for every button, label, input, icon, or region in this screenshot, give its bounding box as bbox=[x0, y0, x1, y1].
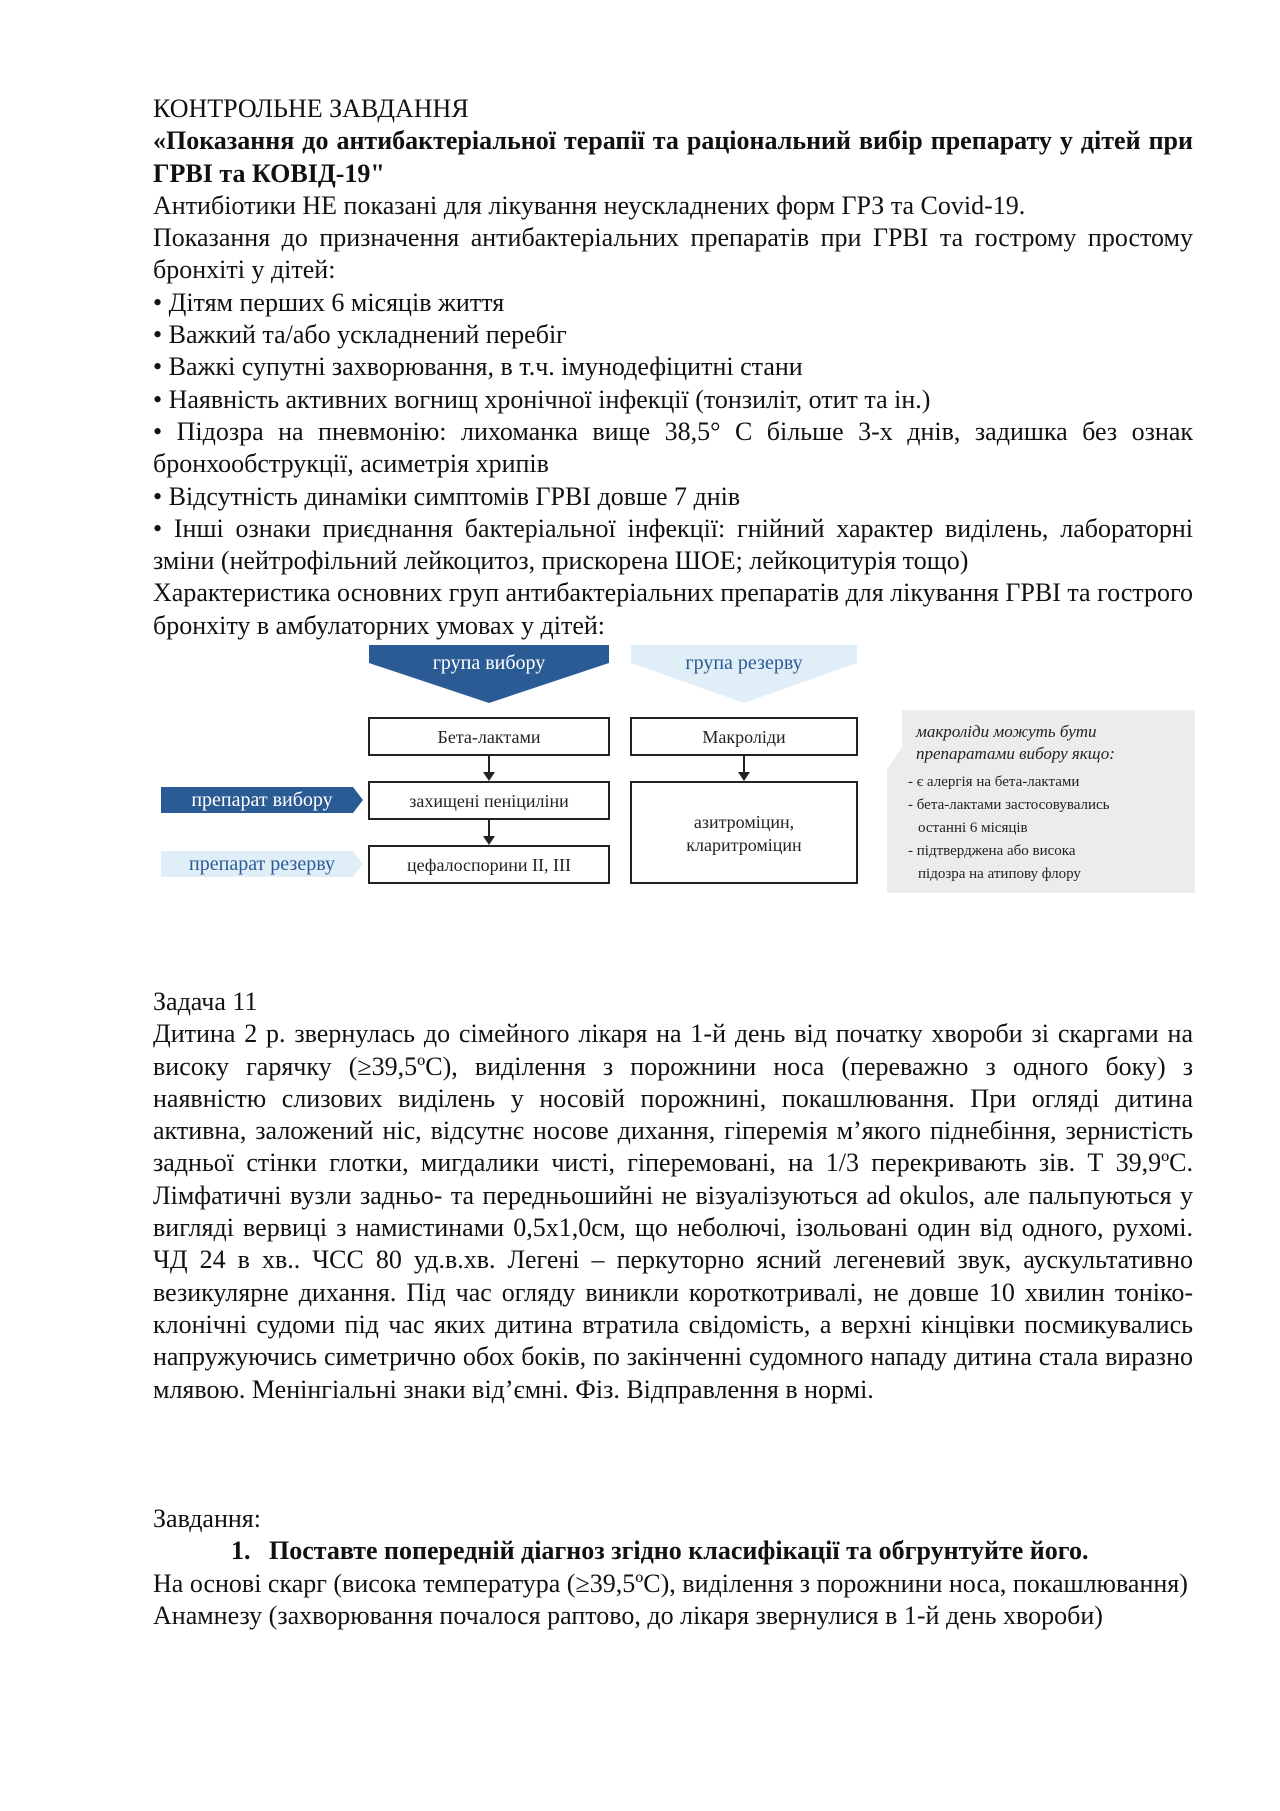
note-item-cont: підозра на атипову флору bbox=[918, 866, 1081, 882]
protected-penicillins-label: захищені пеніциліни bbox=[409, 791, 569, 811]
macrolide-drugs-line-1: азитроміцин, bbox=[693, 812, 795, 832]
drug-reserve-label: препарат резерву bbox=[189, 853, 335, 875]
macrolides-label: Макроліди bbox=[702, 727, 786, 747]
answer-paragraph: Анамнезу (захворювання почалося раптово, до лікаря звернулися в 1-й день хвороби) bbox=[153, 1600, 1103, 1630]
doc-title: КОНТРОЛЬНЕ ЗАВДАННЯ bbox=[153, 94, 469, 123]
answer-paragraph: На основі скарг (висока температура (≥39,5ºС), виділення з порожнини носа, покашлювання) bbox=[153, 1568, 1188, 1598]
bullet-item: • Наявність активних вогнищ хронічної інфекції (тонзиліт, отит та ін.) bbox=[153, 384, 931, 414]
group-choice-label: група вибору bbox=[432, 652, 546, 674]
task-section bbox=[153, 986, 1193, 1406]
bullet-item: • Відсутність динаміки симптомів ГРВІ довше 7 днів bbox=[153, 481, 741, 511]
assignment-item-number: 1. bbox=[231, 1536, 251, 1566]
cephalosporins-label: цефалоспорини ІІ, ІІІ bbox=[406, 855, 572, 875]
task-text: Дитина 2 р. звернулась до сімейного лікаря на 1-й день від початку хвороби зі скаргами на високу гарячку (≥39,5ºС), виділення з порожнини носа (переважно з одного боку) з наявністю слизових виділень у носовій порожнині, покашлювання. При огляді дитина активна, заложений ніс, відсутнє носове дихання, гіперемія м’якого піднебіння, зернистість задньої стінки глотки, мигдалики чисті, гіперемовані, на 1/3 перекривають зів. Т 39,9ºС. Лімфатичні вузли задньо- та передньошийні не візуалізуються ad okulos, але пальпуються у вигляді вервиці з намистинами 0,5х1,0см, що неболючі, ізольовані один від одного, рухомі. ЧД 24 в хв.. ЧСС 80 уд.в.хв. Легені – перкуторно ясний легеневий звук, аускультативно везикулярне дихання. Під час огляду виникли короткотривалі, не довше 10 хвилин тоніко-клонічні судоми під час яких дитина втратила свідомість, а верхні кінцівки посмикувались напружуючись симетрично обох боків, по закінченні судомного нападу дитина стала виразно млявою. Менінгіальні знаки від’ємні. Фіз. Відправлення в нормі. bbox=[153, 1019, 1193, 1404]
note-pointer bbox=[887, 747, 902, 893]
antibiotics-note: Антибіотики НЕ показані для лікування неускладнених форм ГРЗ та Covid-19. bbox=[153, 190, 1026, 220]
note-item: - підтверджена або висока bbox=[908, 843, 1076, 859]
bullet-item: • Підозра на пневмонію: лихоманка вище 38,5° С більше 3-х днів, задишка без ознак бронхообструкції, асиметрія хрипів bbox=[153, 416, 1193, 479]
task-title: Задача 11 bbox=[153, 987, 258, 1016]
beta-lactams-label: Бета-лактами bbox=[437, 727, 541, 747]
bullet-item: • Важкий та/або ускладнений перебіг bbox=[153, 320, 567, 350]
macrolide-drugs-line-2: кларитроміцин bbox=[686, 835, 802, 855]
drug-choice-label: препарат вибору bbox=[191, 789, 333, 811]
assignment-item-1 bbox=[153, 1535, 1193, 1567]
assignment-section bbox=[153, 1503, 1193, 1632]
note-item-cont: останні 6 місяців bbox=[918, 820, 1028, 836]
characteristics-heading: Характеристика основних груп антибактеріальних препаратів для лікування ГРВІ та гострого бронхіту в амбулаторних умовах у дітей: bbox=[153, 578, 1193, 640]
indications-heading: Показання до призначення антибактеріальних препаратів при ГРВІ та гострому простому бронхіті у дітей: bbox=[153, 223, 1193, 285]
bullet-item: • Інші ознаки приєднання бактеріальної інфекції: гнійний характер виділень, лабораторні зміни (нейтрофільний лейкоцитоз, прискорена ШОЕ; лейкоцитурія тощо) bbox=[153, 513, 1193, 576]
group-reserve-label: група резерву bbox=[685, 652, 803, 674]
note-item: - бета-лактами застосовувались bbox=[908, 797, 1110, 813]
note-item: - є алергія на бета-лактами bbox=[908, 774, 1080, 790]
arrow-head bbox=[738, 772, 750, 781]
note-title-line-1: макроліди можуть бути bbox=[916, 722, 1097, 741]
bullet-item: • Дітям перших 6 місяців життя bbox=[153, 287, 505, 317]
bullet-item: • Важкі супутні захворювання, в т.ч. імунодефіцитні стани bbox=[153, 352, 803, 382]
note-title-line-2: препаратами вибору якщо: bbox=[916, 744, 1115, 763]
arrow-head bbox=[483, 836, 495, 845]
assignment-heading: Завдання: bbox=[153, 1504, 261, 1533]
doc-subtitle: «Показання до антибактеріальної терапії та раціональний вибір препарату у дітей при ГРВІ та КОВІД-19" bbox=[153, 126, 1193, 188]
macrolide-drugs-box bbox=[631, 782, 857, 883]
antibiotic-selection-diagram bbox=[157, 645, 1197, 895]
arrow-head bbox=[483, 772, 495, 781]
intro-section bbox=[153, 93, 1193, 642]
assignment-item-text: Поставте попередній діагноз згідно класифікації та обгрунтуйте його. bbox=[269, 1536, 1089, 1566]
